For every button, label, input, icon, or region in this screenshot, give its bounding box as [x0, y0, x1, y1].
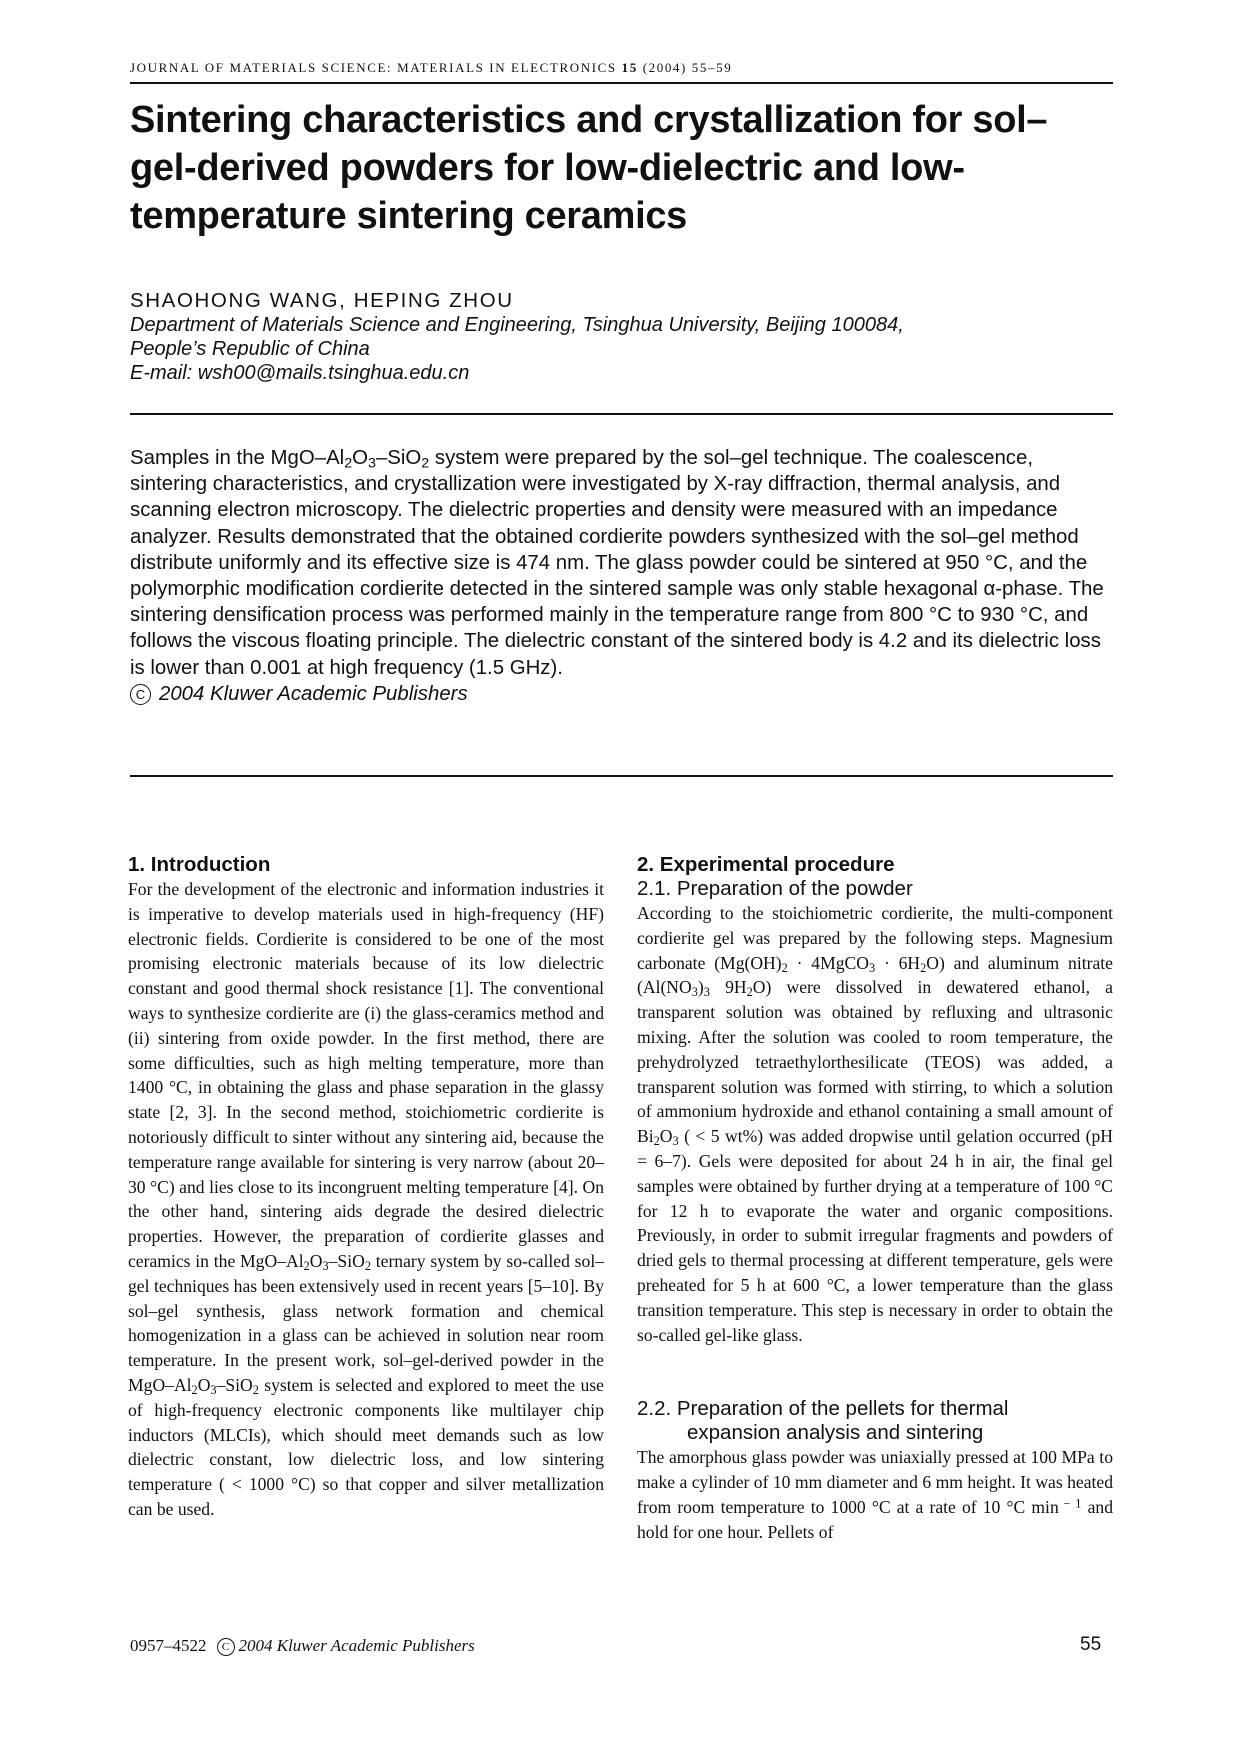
subscript: 2: [191, 1383, 198, 1398]
right-column: [637, 853, 1113, 1545]
journal-name: JOURNAL OF MATERIALS SCIENCE: MATERIALS IN ELECTRONICS: [130, 60, 617, 75]
section-heading-experimental: 2. Experimental procedure: [637, 853, 895, 876]
text-run: The amorphous glass powder was uniaxially pressed at 100 MPa to make a cylinder of 10 mm diameter and 6 mm height. It was heated from room temperature to 1000 °C at a rate of 10 °C min: [637, 1447, 1113, 1517]
text-run: system is selected and explored to meet the use of high-frequency electronic components like multilayer chip inductors (MLCIs), which should meet demands such as low dielectric constant, low dielectric loss, and low sintering temperature ( < 1000 °C) so that copper and silver metallization can be used.: [128, 1374, 604, 1519]
abstract-copyright-text: 2004 Kluwer Academic Publishers: [159, 682, 468, 705]
abstract-copyright: [130, 683, 468, 705]
subscript: 3: [672, 1134, 679, 1149]
subscript: 3: [322, 1259, 329, 1274]
subscript: 2: [746, 985, 753, 1000]
abstract-bottom-rule: [130, 775, 1113, 777]
subscript: 2: [364, 1259, 371, 1274]
subscript: 3: [868, 960, 876, 975]
article-title: Sintering characteristics and crystallization for sol–gel-derived powders for low-dielectric and low-temperature sintering ceramics: [130, 99, 1048, 237]
text-run: ( < 5 wt%) was added dropwise until gelation occurred (pH = 6–7). Gels were deposited for about 24 h in air, the final gel samples were obtained by further drying at a temperature of 100 °C for 12 h to evaporate the water and organic compositions. Previously, in order to submit irregular fragments and powders of dried gels to thermal processing at different temperature, gels were preheated for 5 h at 600 °C, a lower temperature than the glass transition temperature. This step is necessary in order to obtain the so-called gel-like glass.: [637, 1126, 1113, 1345]
text-run: O) were dissolved in dewatered ethanol, a transparent solution was obtained by refluxing and ultrasonic mixing. After the solution was cooled to room temperature, the prehydrolyzed tetraethylorthesilicate (TEOS) was added, a transparent solution was formed with stirring, to which a solution of ammonium hydroxide and ethanol containing a small amount of Bi: [637, 977, 1113, 1147]
subscript: 3: [368, 455, 376, 472]
subscript: 3: [210, 1383, 217, 1398]
superscript: − 1: [1058, 1496, 1082, 1511]
heading-line: 2.2. Preparation of the pellets for thermal: [637, 1397, 1009, 1421]
abstract-text: –SiO: [375, 447, 422, 469]
author-email: E-mail: wsh00@mails.tsinghua.edu.cn: [130, 362, 470, 384]
authors: SHAOHONG WANG, HEPING ZHOU: [130, 289, 514, 312]
subscript: 2: [920, 960, 927, 975]
left-column: [128, 853, 604, 1522]
introduction-paragraph: [128, 877, 604, 1522]
abstract: [130, 445, 1113, 707]
journal-year-pages: (2004) 55–59: [642, 60, 733, 75]
text-run: · 6H: [875, 952, 921, 973]
subscript: 2: [653, 1134, 660, 1149]
text-run: O: [197, 1374, 211, 1395]
page-number: 55: [1080, 1634, 1102, 1655]
text-run: ): [697, 977, 704, 998]
subsection-heading-pellets: [637, 1397, 1113, 1445]
copyright-icon: C: [130, 684, 151, 705]
text-run: ternary system by so-called sol–gel techniques has been extensively used in recent years [5–10]. By sol–gel synthesis, glass network formation and chemical homogenization in a glass can be achieved in solution near room temperature. In the present work, sol–gel-derived powder in the MgO–Al: [128, 1250, 604, 1395]
subscript: 3: [703, 985, 710, 1000]
text-run: For the development of the electronic and information industries it is imperative to develop materials used in high-frequency (HF) electronic fields. Cordierite is considered to be one of the most promising electronic materials because of its low dielectric constant and good thermal shock resistance [1]. The conventional ways to synthesize cordierite are (i) the glass-ceramics method and (ii) sintering from oxide powder. In the first method, there are some difficulties, such as high melting temperature, more than 1400 °C, in obtaining the glass and phase separation in the glassy state [2, 3]. In the second method, stoichiometric cordierite is notoriously difficult to sinter without any sintering aid, because the temperature range available for sintering is very narrow (about 20–30 °C) and lies close to its incongruent melting temperature [4]. On the other hand, sintering aids degrade the desired dielectric properties. However, the preparation of cordierite glasses and ceramics in the MgO–Al: [128, 879, 604, 1271]
journal-volume: 15: [621, 60, 638, 75]
subscript: 3: [691, 985, 698, 1000]
text-run: · 4MgCO: [787, 952, 869, 973]
section-gap: [637, 1347, 1113, 1397]
affiliation-country: People’s Republic of China: [130, 338, 370, 360]
text-run: 9H: [709, 977, 747, 998]
affiliation-department: Department of Materials Science and Engineering, Tsinghua University, Beijing 100084,: [130, 314, 904, 336]
heading-line: expansion analysis and sintering: [687, 1421, 984, 1445]
footer: [130, 1636, 475, 1656]
header-rule: [130, 82, 1113, 84]
text-run: and hold for one hour. Pellets of: [637, 1496, 1113, 1542]
subscript: 2: [252, 1383, 259, 1398]
text-run: O: [659, 1126, 673, 1147]
subscript: 2: [303, 1259, 310, 1274]
footer-publisher: 2004 Kluwer Academic Publishers: [238, 1636, 475, 1655]
abstract-text: O: [352, 447, 369, 469]
running-head: [130, 60, 1110, 76]
experimental-paragraph-pellets: [637, 1445, 1113, 1544]
text-run: O) and aluminum nitrate (Al(NO: [637, 952, 1113, 998]
text-run: According to the stoichiometric cordierite, the multi-component cordierite gel was prepared by the following steps. Magnesium carbonate (Mg(OH): [637, 903, 1113, 973]
text-run: –SiO: [328, 1250, 365, 1271]
section-heading-introduction: 1. Introduction: [128, 853, 271, 876]
subscript: 2: [421, 455, 430, 472]
text-run: O: [309, 1250, 323, 1271]
abstract-top-rule: [130, 413, 1113, 415]
subscript: 2: [344, 455, 353, 472]
subscript: 2: [781, 960, 788, 975]
abstract-text: Samples in the MgO–Al: [130, 447, 345, 469]
copyright-icon: C: [217, 1638, 235, 1656]
abstract-text: system were prepared by the sol–gel technique. The coalescence, sintering characteristics, and crystallization were investigated by X-ray diffraction, thermal analysis, and scanning electron microscopy. The dielectric properties and density were measured with an impedance analyzer. Results demonstrated that the obtained cordierite powders synthesized with the sol–gel method distribute uniformly and its effective size is 474 nm. The glass powder could be sintered at 950 °C, and the polymorphic modification cordierite detected in the sintered sample was only stable hexagonal α-phase. The sintering densification process was performed mainly in the temperature range from 800 °C to 930 °C, and follows the viscous floating principle. The dielectric constant of the sintered body is 4.2 and its dielectric loss is lower than 0.001 at high frequency (1.5 GHz).: [130, 447, 1104, 679]
experimental-paragraph-powder: [637, 901, 1113, 1347]
affiliation: [130, 313, 1110, 385]
subsection-heading-powder: 2.1. Preparation of the powder: [637, 877, 913, 900]
issn: 0957–4522: [130, 1636, 207, 1655]
text-run: –SiO: [216, 1374, 253, 1395]
